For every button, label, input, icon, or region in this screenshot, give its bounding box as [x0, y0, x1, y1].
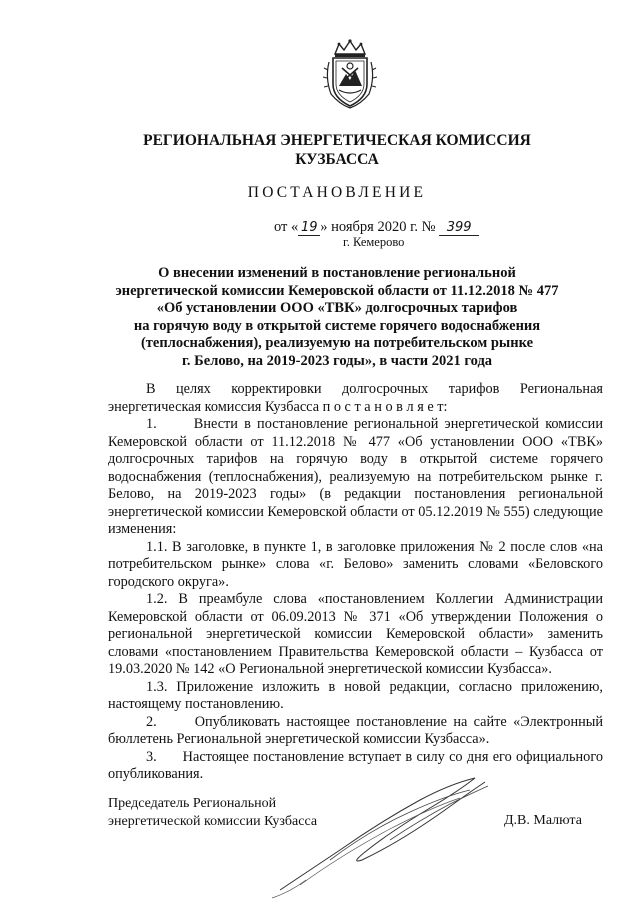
intro-paragraph: В целях корректировки долгосрочных тарифов Региональная энергетическая комиссия Кузбасса п о с т а н о в л я е т:: [108, 381, 603, 415]
date-middle: » ноября 2020 г. №: [320, 219, 436, 235]
date-prefix: от «: [274, 219, 299, 235]
position-line-2: энергетической комиссии Кузбасса: [108, 814, 318, 829]
item-2: 2. Опубликовать настоящее постановление на сайте «Электронный бюллетень Региональной энергетической комиссии Кузбасса».: [108, 713, 603, 747]
org-line-1: РЕГИОНАЛЬНАЯ ЭНЕРГЕТИЧЕСКАЯ КОМИССИЯ: [143, 132, 531, 149]
item-1-2: 1.2. В преамбуле слова «постановлением Коллегии Администрации Кемеровской области от 06.09.2013 № 371 «Об утверждении Положения о региональной энергетической комиссии Кемеровской области» заменить словами «постановлением Правительства Кемеровской области – Кузбасса от 19.03.2020 № 142 «О Региональной энергетической комиссии Кузбасса».: [108, 591, 603, 677]
document-number-handwritten: 399: [439, 221, 479, 236]
title-line: (теплоснабжения), реализуемую на потребительском рынке: [140, 335, 534, 351]
position-line-1: Председатель Региональной: [108, 796, 277, 811]
item-1-3: 1.3. Приложение изложить в новой редакции, согласно приложению, настоящему постановлению.: [108, 678, 603, 712]
document-title: [0, 265, 640, 370]
city: г. Кемерово: [343, 235, 405, 249]
date-line: [274, 219, 479, 236]
title-line: «Об установлении ООО «ТВК» долгосрочных тарифов: [156, 300, 518, 316]
item-3: 3. Настоящее постановление вступает в силу со дня его официального опубликования.: [108, 748, 603, 782]
item-1-1: 1.1. В заголовке, в пункте 1, в заголовке приложения № 2 после слов «на потребительском рынке» слова «г. Белово» заменить словами «Беловского городского округа».: [108, 538, 603, 590]
title-line: О внесении изменений в постановление региональной: [158, 265, 516, 281]
title-line: г. Белово, на 2019-2023 годы», в части 2021 года: [181, 352, 493, 369]
coat-of-arms-emblem: [321, 38, 379, 110]
date-day-handwritten: 19: [298, 221, 320, 236]
signer-name: Д.В. Малюта: [504, 813, 582, 828]
title-line: энергетической комиссии Кемеровской области от 11.12.2018 № 477: [115, 282, 559, 299]
org-line-2: КУЗБАССА: [295, 151, 379, 168]
document-body: [108, 381, 603, 784]
organization-name: [0, 131, 640, 169]
document-type: ПОСТАНОВЛЕНИЕ: [247, 184, 427, 201]
handwritten-signature: [270, 760, 500, 900]
item-1: 1. Внести в постановление региональной энергетической комиссии Кемеровской области от 11.12.2018 № 477 «Об установлении ООО «ТВК» долгосрочных тарифов на горячую воду в открытой системе горячего водоснабжения (теплоснабжения), реализуемую на потребительском рынке г. Белово, на 2019-2023 годы» (в редакции постановления региональной энергетической комиссии Кемеровской области от 05.12.2019 № 555) следующие изменения:: [108, 416, 603, 537]
title-line: на горячую воду в открытой системе горячего водоснабжения: [133, 317, 541, 334]
